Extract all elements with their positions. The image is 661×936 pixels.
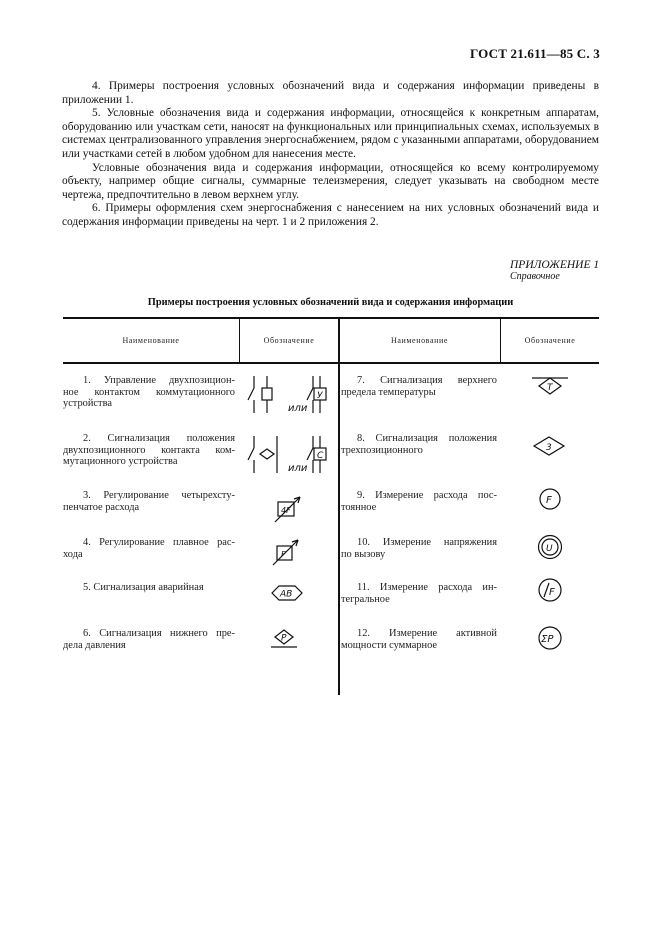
body-text [62,80,599,230]
paragraph: 6. Примеры оформления схем энергоснабжения с нанесением на них условных обозначений вида и содержания информации приведены на черт. 1 и 2 приложения 2. [62,202,599,228]
power-sum-symbol [536,626,566,652]
symbol-letter: ΣP [541,634,554,645]
symbol-letter: 3 [546,443,552,453]
table-row-name: 4. Регулирование плавное рас- хода [63,537,235,560]
table-header-rule [63,362,599,364]
column-header-symbol: Обозначение [524,336,576,345]
table-col-divider [338,317,340,695]
regulation-smooth-symbol [270,537,310,569]
regulation-step-symbol [272,494,312,526]
table-row-name: 3. Регулирование четырехсту- пенчатое расхода [63,490,235,513]
table-row-name: 1. Управление двухпозицион- ное контактом коммутационного устройства [63,375,235,409]
symbol-letter: С [317,451,324,461]
paragraph: 4. Примеры построения условных обозначений вида и содержания информации приведены в приложении 1. [62,80,599,106]
symbol-letter: 4F [281,506,291,515]
or-word: или [288,463,308,474]
page-header-code: ГОСТ 21.611—85 С. 3 [470,46,600,61]
symbol-letter: У [317,391,323,401]
upper-limit-symbol [530,375,574,401]
table-row-name: 2. Сигнализация положения двухпозиционного контакта ком- мутационного устройства [63,433,235,467]
paragraph: Условные обозначения вида и содержания информации, относящейся ко всему контролируемому объекту, например общие сигналы, суммарные телеизмерения, следует указывать на свободном месте чертежа, предпочтительно в левом верхнем углу. [62,161,599,201]
integral-flow-symbol [538,578,564,604]
table-top-rule [63,317,599,319]
table-row-name: 10. Измерение напряжения по вызову [341,537,497,560]
column-header-symbol: Обозначение [263,336,315,345]
symbol-letter: F [546,495,552,506]
symbol-letter: АВ [280,589,293,600]
table-row-name: 6. Сигнализация нижнего пре- дела давления [63,628,235,651]
lower-limit-symbol [269,625,309,655]
column-header-name: Наименование [390,336,449,345]
appendix-subtitle: Справочное [510,271,560,282]
symbol-letter: Р [281,633,287,644]
alarm-signal-symbol [268,581,308,607]
or-word: или [288,403,308,414]
symbol-letter: F [549,587,555,598]
paragraph: 5. Условные обозначения вида и содержания информации, относящейся к конкретным аппаратам, оборудованию или участкам сети, наносят на функциональных или принципиальных схемах, используемых в системах централизованного управления энергоснабжением, рядом с указанными аппаратами, оборудованием или участками сетей в любом удобном для нанесения месте. [62,107,599,160]
appendix-title: ПРИЛОЖЕНИЕ 1 [510,259,600,271]
column-header-name: Наименование [122,336,180,345]
symbol-letter: F [281,550,286,559]
flow-measure-symbol [538,487,562,511]
table-row-name: 5. Сигнализация аварийная [83,582,204,593]
table-title: Примеры построения условных обозначений вида и содержания информации [147,297,514,308]
appendix-label [510,259,599,283]
control-contact-symbol [245,373,335,415]
table-row-name: 11. Измерение расхода ин- тегральное [341,582,497,605]
signal-contact-symbol [245,433,335,475]
table-row-name: 12. Измерение активной мощности суммарное [341,628,497,651]
voltage-measure-symbol [537,534,565,562]
table-row-name: 8. Сигнализация положения трехпозиционного [341,433,497,456]
table-row-name: 7. Сигнализация верхнего предела температуры [341,375,497,398]
table-row-name: 9. Измерение расхода пос- тоянное [341,490,497,513]
symbol-letter: Т [547,383,553,393]
symbol-letter: U [546,544,553,554]
three-position-symbol [531,434,571,458]
